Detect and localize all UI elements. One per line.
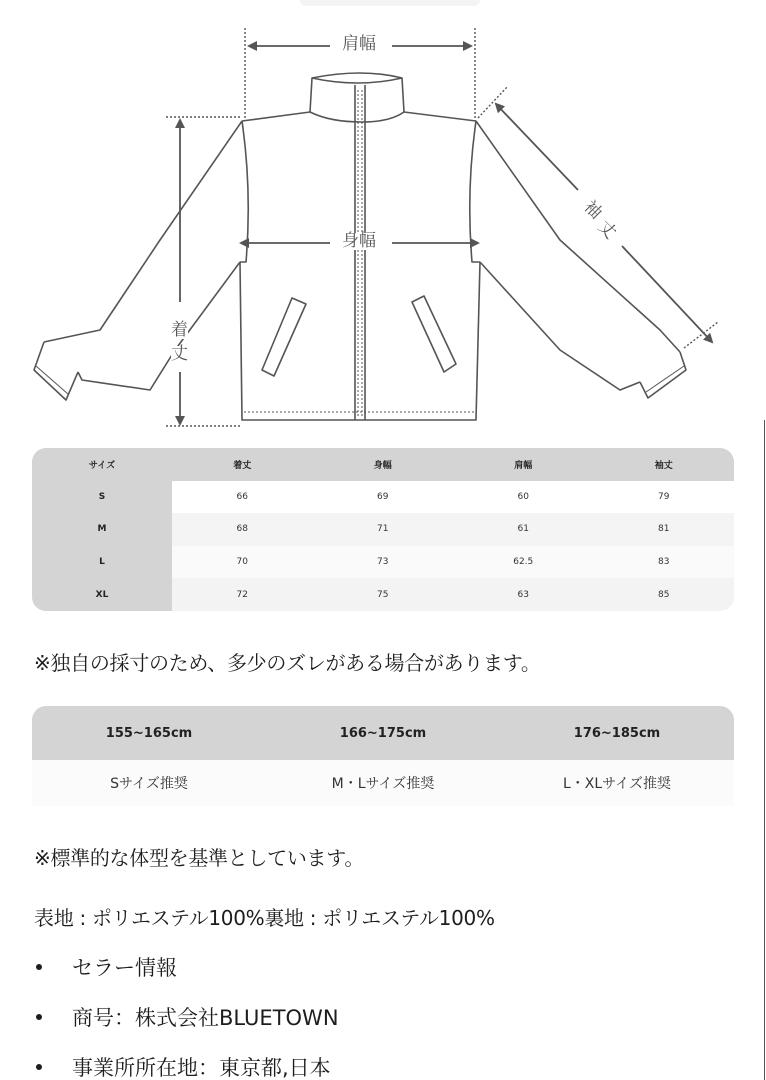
size-recommendation-table <box>32 706 734 806</box>
size-recommendation: L・XLサイズ推奨 <box>562 776 672 792</box>
list-item <box>34 1042 339 1080</box>
bullet-icon <box>36 1064 42 1070</box>
sleeve-length-cell: 83 <box>658 557 670 568</box>
height-range: 166~175cm <box>339 725 427 741</box>
measurement-note: ※独自の採寸のため、多少のズレがある場合があります。 <box>34 651 541 675</box>
header-sleeve-length: 袖丈 <box>654 460 673 471</box>
length-cell: 72 <box>236 589 248 600</box>
seller-info-list <box>34 942 339 1080</box>
header-length: 着丈 <box>233 460 252 471</box>
length-label-1: 着 <box>171 320 188 340</box>
list-item <box>34 992 339 1042</box>
shoulder-width-cell: 61 <box>517 524 529 535</box>
table-row <box>32 546 734 579</box>
size-cell: S <box>32 481 172 514</box>
shoulder-width-cell: 60 <box>517 491 529 502</box>
body-width-cell: 69 <box>377 491 389 502</box>
body-width-cell: 73 <box>377 557 389 568</box>
size-chart-table <box>32 448 734 611</box>
size-cell: L <box>32 546 172 579</box>
length-cell: 68 <box>236 524 248 535</box>
table-row <box>32 578 734 611</box>
shoulder-width-cell: 62.5 <box>513 557 534 568</box>
size-cell: M <box>32 513 172 546</box>
body-width-label: 身幅 <box>342 231 376 251</box>
body-width-cell: 75 <box>377 589 389 600</box>
header-shoulder-width: 肩幅 <box>514 460 533 471</box>
sleeve-length-cell: 79 <box>658 491 670 502</box>
right-edge-border <box>764 420 765 1080</box>
body-width-cell: 71 <box>377 524 389 535</box>
seller-info-heading: セラー情報 <box>72 956 177 980</box>
length-cell: 70 <box>236 557 248 568</box>
bullet-icon <box>36 1014 42 1020</box>
size-recommendation: M・Lサイズ推奨 <box>331 776 435 792</box>
height-header-row <box>32 706 734 760</box>
material-info: 表地 : ポリエステル100%裏地 : ポリエステル100% <box>34 906 495 930</box>
jacket-measurement-diagram <box>0 0 766 440</box>
table-row <box>32 481 734 514</box>
jacket-outline-icon <box>0 0 766 440</box>
height-range: 176~185cm <box>573 725 661 741</box>
company-name: 商号：株式会社BLUETOWN <box>72 1006 339 1030</box>
header-size: サイズ <box>88 460 116 471</box>
header-body-width: 身幅 <box>373 460 392 471</box>
height-range: 155~165cm <box>105 725 193 741</box>
business-location: 事業所所在地：東京都,日本 <box>72 1056 331 1080</box>
length-label-2: 丈 <box>171 344 188 364</box>
size-recommendation: Sサイズ推奨 <box>110 776 188 792</box>
shoulder-width-label: 肩幅 <box>342 34 376 54</box>
bullet-icon <box>36 964 42 970</box>
sleeve-length-label-2: 丈 <box>593 217 620 244</box>
sleeve-length-label-1: 袖 <box>579 197 606 224</box>
list-item <box>34 942 339 992</box>
sleeve-length-cell: 81 <box>658 524 670 535</box>
body-type-note: ※標準的な体型を基準としています。 <box>34 846 365 870</box>
sleeve-length-cell: 85 <box>658 589 670 600</box>
shoulder-width-cell: 63 <box>517 589 529 600</box>
size-table-header <box>32 448 734 481</box>
length-cell: 66 <box>236 491 248 502</box>
size-cell: XL <box>32 578 172 611</box>
table-row <box>32 513 734 546</box>
recommendation-row <box>32 760 734 806</box>
